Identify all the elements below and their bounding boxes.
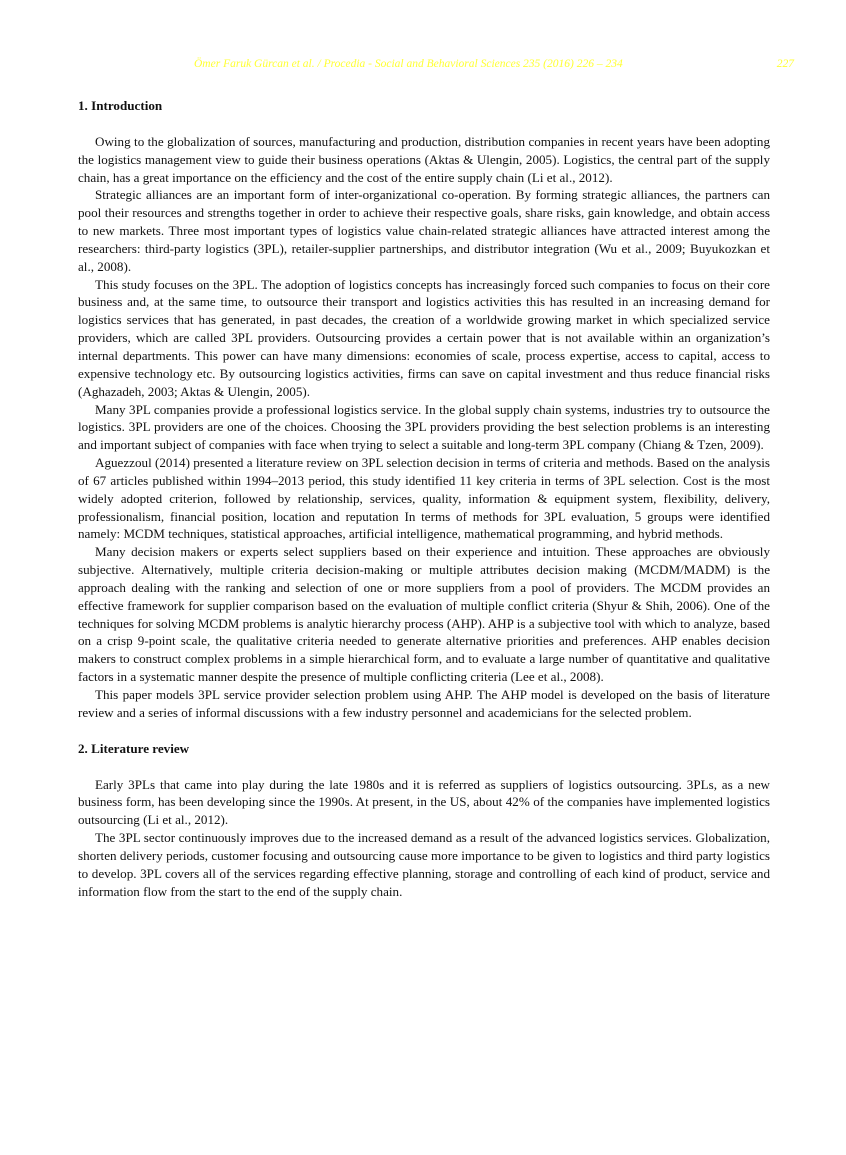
paragraph: The 3PL sector continuously improves due to the increased demand as a result of the advanced logistics services. Globalization, shorten delivery periods, customer focusing and outsourcing cause more importance to be given to logistics and third party logistics to develop. 3PL covers all of the services regarding effective planning, storage and controlling of each kind of product, service and information flow from the start to the end of the supply chain. xyxy=(78,830,770,899)
paragraph: This study focuses on the 3PL. The adoption of logistics concepts has increasingly forced such companies to focus on their core business and, at the same time, to outsource their transport and logistics activities this has resulted in an increasing demand for logistics services that has generated, in past decades, the creation of a worldwide growing market in which specialized service providers, which are called 3PL providers. Outsourcing provides a certain power that is not available within an organization’s internal departments. This power can have many dimensions: economies of scale, process expertise, access to capital, access to expensive technology etc. By outsourcing logistics activities, firms can save on capital investment and thus reduce financial risks (Aghazadeh, 2003; Aktas & Ulengin, 2005). xyxy=(78,276,770,399)
paragraph: Many 3PL companies provide a professional logistics service. In the global supply chain systems, industries try to outsource the logistics. 3PL providers are one of the choices. Choosing the 3PL providers providing the best selection problems is an interesting and important subject of companies with face when trying to select a suitable and long-term 3PL company (Chiang & Tzen, 2009). xyxy=(78,401,770,453)
section-heading-literature-review: 2. Literature review xyxy=(78,740,190,756)
running-header xyxy=(194,58,794,70)
paragraph: Many decision makers or experts select suppliers based on their experience and intuition. These approaches are obviously subjective. Alternatively, multiple criteria decision-making or multiple attributes decision making (MCDM/MADM) is the approach dealing with the ranking and selection of one or more suppliers from a pool of providers. The MCDM provides an effective framework for supplier comparison based on the evaluation of multiple conflict criteria (Shyur & Shih, 2006). One of the techniques for solving MCDM problems is analytic hierarchy process (AHP). AHP is a subjective tool with which to analyze, based on a crisp 9-point scale, the qualitative criteria needed to generate alternative priorities and preferences. AHP enables decision makers to construct complex problems in a simple hierarchical form, and to evaluate a large number of quantitative and qualitative factors in a systematic manner despite the presence of multiple conflicting criteria (Lee et al., 2008). xyxy=(78,544,770,685)
paper-body xyxy=(78,97,770,900)
paragraph: Early 3PLs that came into play during the late 1980s and it is referred as suppliers of logistics outsourcing. 3PLs, as a new business form, has been developing since the 1990s. At present, in the US, about 42% of the companies have implemented logistics outsourcing (Li et al., 2012). xyxy=(78,776,770,828)
paragraph: Strategic alliances are an important form of inter-organizational co-operation. By forming strategic alliances, the partners can pool their resources and strengths together in order to achieve their respective goals, share risks, gain knowledge, and obtain access to new markets. Three most important types of logistics value chain-related strategic alliances have attracted interest among the researchers: third-party logistics (3PL), retailer-supplier partnerships, and distributor integration (Wu et al., 2009; Buyukozkan et al., 2008). xyxy=(78,187,770,274)
paragraph: Owing to the globalization of sources, manufacturing and production, distribution companies in recent years have been adopting the logistics management view to guide their business operations (Aktas & Ulengin, 2005). Logistics, the central part of the supply chain, has a great importance on the efficiency and the cost of the entire supply chain (Li et al., 2012). xyxy=(78,133,770,185)
section-heading-introduction: 1. Introduction xyxy=(78,98,163,113)
paragraph: Aguezzoul (2014) presented a literature review on 3PL selection decision in terms of criteria and methods. Based on the analysis of 67 articles published within 1994–2013 period, this study identified 11 key criteria in terms of 3PL selection. Cost is the most widely adopted criterion, followed by relationship, services, quality, information & equipment system, flexibility, delivery, professionalism, financial position, location and reputation In terms of methods for 3PL evaluation, 5 groups were identified namely: MCDM techniques, statistical approaches, artificial intelligence, mathematical programming, and hybrid methods. xyxy=(78,455,770,542)
page-number: 227 xyxy=(776,58,794,70)
paragraph: This paper models 3PL service provider selection problem using AHP. The AHP model is developed on the basis of literature review and a series of informal discussions with a few industry personnel and academicians for the selected problem. xyxy=(78,687,770,720)
running-title: Ömer Faruk Gürcan et al. / Procedia - Social and Behavioral Sciences 235 (2016) 226 – 234 xyxy=(194,58,623,70)
